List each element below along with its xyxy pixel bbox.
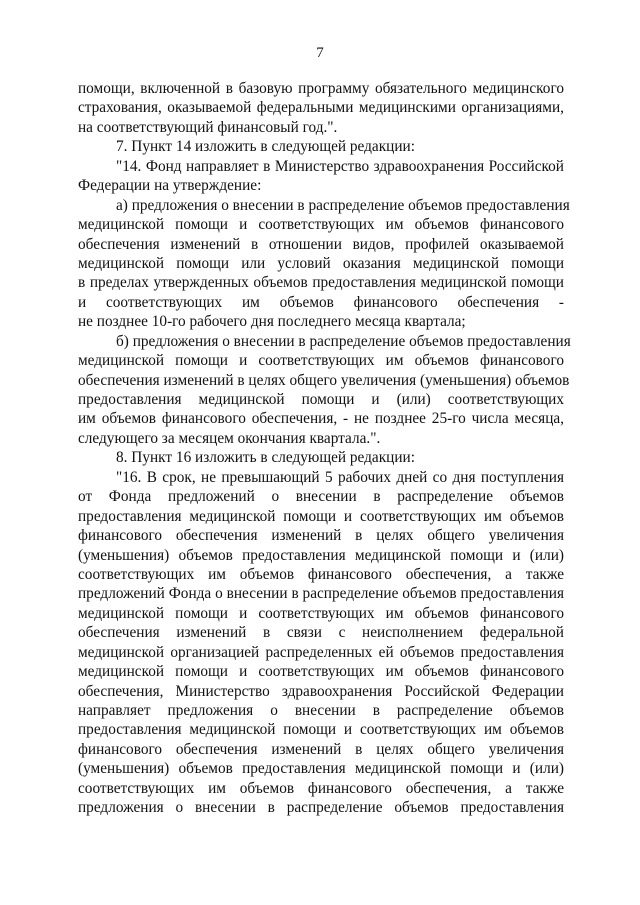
text-line: и соответствующих им объемов финансового обеспечения - bbox=[78, 293, 564, 311]
text-line: предоставления медицинской помощи и (или) соответствующих bbox=[78, 391, 564, 408]
page-number: 7 bbox=[316, 45, 324, 61]
text-line: соответствующих им объемов финансового обеспечения, а также bbox=[78, 565, 564, 583]
text-line: 7. Пункт 14 изложить в следующей редакции: bbox=[116, 138, 415, 156]
text-line: следующего за месяцем окончания квартала.". bbox=[78, 429, 381, 447]
text-line: финансового обеспечения изменений в целях общего увеличения bbox=[78, 740, 564, 758]
text-line: медицинской помощи и соответствующих им объемов финансового bbox=[78, 604, 564, 622]
text-line: (уменьшения) объемов предоставления медицинской помощи и (или) bbox=[78, 546, 564, 564]
text-line: помощи, включенной в базовую программу обязательного медицинского bbox=[78, 80, 564, 97]
text-line: обеспечения изменений в связи с неисполнением федеральной bbox=[78, 624, 564, 642]
text-line: страхования, оказываемой федеральными медицинскими организациями, bbox=[78, 99, 564, 117]
text-line: обеспечения, Министерство здравоохранения Российской Федерации bbox=[78, 682, 564, 700]
text-line: обеспечения изменений в целях общего увеличения (уменьшения) объемов bbox=[78, 371, 570, 389]
text-line: не позднее 10-го рабочего дня последнего месяца квартала; bbox=[78, 313, 466, 331]
text-line: (уменьшения) объемов предоставления медицинской помощи и (или) bbox=[78, 760, 564, 778]
text-line: Федерации на утверждение: bbox=[78, 177, 262, 195]
text-line: направляет предложения о внесении в распределение объемов bbox=[78, 702, 564, 719]
text-line: на соответствующий финансовый год.". bbox=[78, 118, 338, 136]
text-line: б) предложения о внесении в распределение объемов предоставления bbox=[116, 332, 571, 350]
text-line: соответствующих им объемов финансового обеспечения, а также bbox=[78, 779, 564, 797]
text-line: медицинской помощи или условий оказания медицинской помощи bbox=[78, 254, 564, 272]
text-line: "16. В срок, не превышающий 5 рабочих дней со дня поступления bbox=[116, 468, 564, 486]
text-line: медицинской помощи и соответствующих им объемов финансового bbox=[78, 216, 564, 234]
text-line: 8. Пункт 16 изложить в следующей редакции: bbox=[116, 449, 415, 467]
text-line: предложения о внесении в распределение объемов предоставления bbox=[78, 799, 564, 817]
text-line: финансового обеспечения изменений в целях общего увеличения bbox=[78, 527, 564, 545]
text-line: предоставления медицинской помощи и соответствующих им объемов bbox=[78, 721, 564, 739]
text-line: медицинской помощи и соответствующих им объемов финансового bbox=[78, 663, 564, 681]
text-line: медицинской организацией распределенных ей объемов предоставления bbox=[78, 643, 564, 661]
text-line: "14. Фонд направляет в Министерство здравоохранения Российской bbox=[116, 157, 564, 175]
text-line: предоставления медицинской помощи и соответствующих им объемов bbox=[78, 507, 564, 525]
text-line: предложений Фонда о внесении в распределение объемов предоставления bbox=[78, 585, 564, 603]
text-line: им объемов финансового обеспечения, - не позднее 25-го числа месяца, bbox=[78, 410, 564, 428]
document-body bbox=[78, 79, 571, 818]
text-line: медицинской помощи и соответствующих им объемов финансового bbox=[78, 352, 564, 370]
text-line: а) предложения о внесении в распределение объемов предоставления bbox=[116, 196, 570, 214]
text-line: в пределах утвержденных объемов предоставления медицинской помощи bbox=[78, 274, 564, 292]
text-line: обеспечения изменений в отношении видов, профилей оказываемой bbox=[78, 235, 564, 253]
text-line: от Фонда предложений о внесении в распределение объемов bbox=[78, 488, 564, 506]
